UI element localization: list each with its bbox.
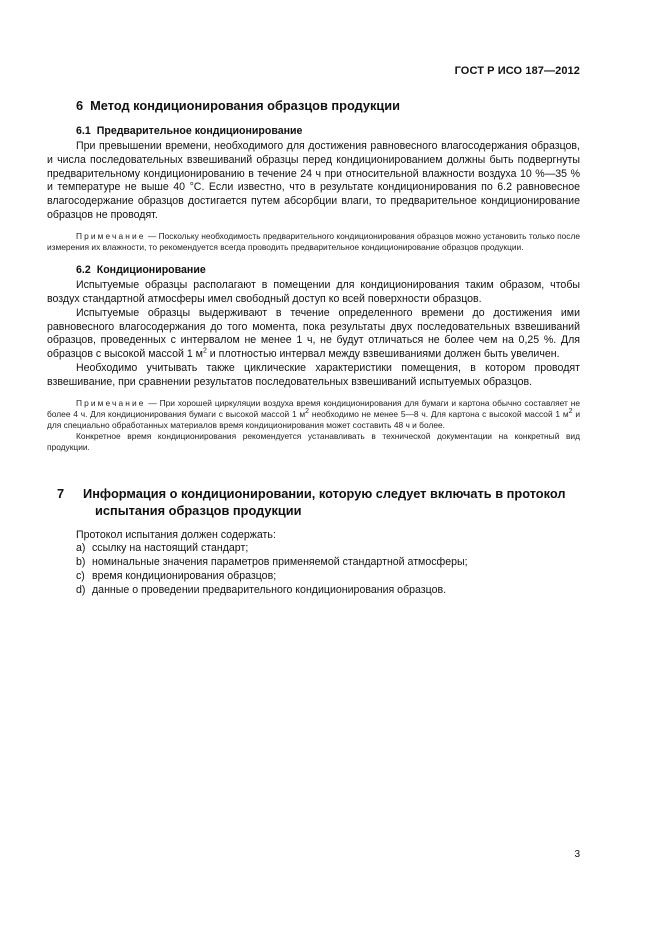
list-item xyxy=(76,584,580,598)
paragraph-6-1-text: При превышении времени, необходимого для достижения равновесного влагосодержания образцов, и числа последовательных взвешиваний образцы перед кондиционированием должны быть подвергнуты предварительному кондиционированию в течение 24 ч при относительной влажности воздуха 10 %—35 % и температуре не выше 40 °С. Если известно, что в результате кондиционирования по 6.2 равновесное влагосодержание образцов достигается путем абсорбции влаги, то предварительное кондиционирование образцов не проводят. xyxy=(47,140,580,221)
section-7-intro: Протокол испытания должен содержать: xyxy=(76,528,276,541)
note-6-2-text-c: и для специально обработанных материалов время кондиционирования может составить 48 ч и более. xyxy=(47,408,580,430)
note-6-2 xyxy=(47,398,580,432)
list-item xyxy=(76,542,580,556)
paragraph-6-2-2 xyxy=(47,307,580,362)
superscript: 2 xyxy=(305,407,310,415)
note-6-1-label: Примечание xyxy=(76,230,146,241)
subsection-6-2-heading: Кондиционирование xyxy=(96,264,206,277)
list-item-text: данные о проведении предварительного кондиционирования образцов. xyxy=(92,583,447,596)
note-6-2-text-b: необходимо не менее 5—8 ч. Для картона с высокой массой 1 м xyxy=(309,408,569,419)
paragraph-6-2-3: Необходимо учитывать также циклические характеристики помещения, в котором проводят взвешивание, при сравнении результатов последовательных взвешиваний испытуемых образцов. xyxy=(47,361,580,388)
superscript: 2 xyxy=(202,347,207,355)
paragraph-6-2-2-a: Испытуемые образцы выдерживают в течение определенного времени до достижения ими равновесного влагосодержания до того момента, пока результаты двух последовательных взвешиваний образцов, проведенных с интервалом не менее 1 ч, не будут отличаться не более чем на 0,25 %. Для образцов с высокой массой 1 м xyxy=(47,306,580,361)
paragraph-6-2-1: Испытуемые образцы располагают в помещении для кондиционирования таким образом, чтобы воздух стандартной атмосферы имел свободный доступ ко всей поверхности образцов. xyxy=(47,279,580,305)
list-item xyxy=(76,556,580,570)
standard-designation: ГОСТ Р ИСО 187—2012 xyxy=(454,65,580,77)
note-6-1-text: — Поскольку необходимость предварительного кондиционирования образцов можно установить только после измерения их влажности, то рекомендуется всегда проводить предварительное кондиционирование образцов продукции. xyxy=(47,230,580,252)
list-item-text: время кондиционирования образцов; xyxy=(92,569,277,582)
list-item-mark: b) xyxy=(76,556,86,569)
page-number: 3 xyxy=(574,849,580,860)
note-6-2-second: Конкретное время кондиционирования рекомендуется устанавливать в технической документации на конкретный вид продукции. xyxy=(47,431,580,453)
superscript: 2 xyxy=(568,407,573,415)
section-6-heading: Метод кондиционирования образцов продукции xyxy=(90,98,401,113)
section-6-title xyxy=(76,97,580,114)
subsection-6-1-title xyxy=(76,125,580,138)
protocol-requirements-list xyxy=(76,542,580,597)
paragraph-6-2-2-b: и плотностью интервал между взвешиваниями должен быть увеличен. xyxy=(206,348,560,361)
section-6-number: 6 xyxy=(76,98,84,113)
note-6-2-label: Примечание xyxy=(76,397,146,408)
list-item-text: ссылку на настоящий стандарт; xyxy=(92,542,249,555)
section-7-heading: Информация о кондиционировании, которую следует включать в протокол испытания образцов продукции xyxy=(83,485,566,518)
list-item-mark: d) xyxy=(76,583,86,596)
subsection-6-2-number: 6.2 xyxy=(76,264,91,277)
subsection-6-1-number: 6.1 xyxy=(76,125,91,137)
page-content xyxy=(47,97,580,598)
list-item-mark: a) xyxy=(76,542,86,555)
section-7-title: 7 Информация о кондиционировании, которую следует включать в протокол испытания образцов продукции xyxy=(57,485,566,518)
subsection-6-1-heading: Предварительное кондиционирование xyxy=(96,125,303,137)
note-6-1 xyxy=(47,231,580,253)
list-item-text: номинальные значения параметров применяемой стандартной атмосферы; xyxy=(92,556,468,569)
list-item-mark: c) xyxy=(76,569,85,582)
note-6-2-text-a: — При хорошей циркуляции воздуха время кондиционирования для бумаги и картона обычно составляет не более 4 ч. Для кондиционирования бумаги с высокой массой 1 м xyxy=(47,397,580,419)
subsection-6-2-title xyxy=(76,264,580,277)
list-item xyxy=(76,570,580,584)
